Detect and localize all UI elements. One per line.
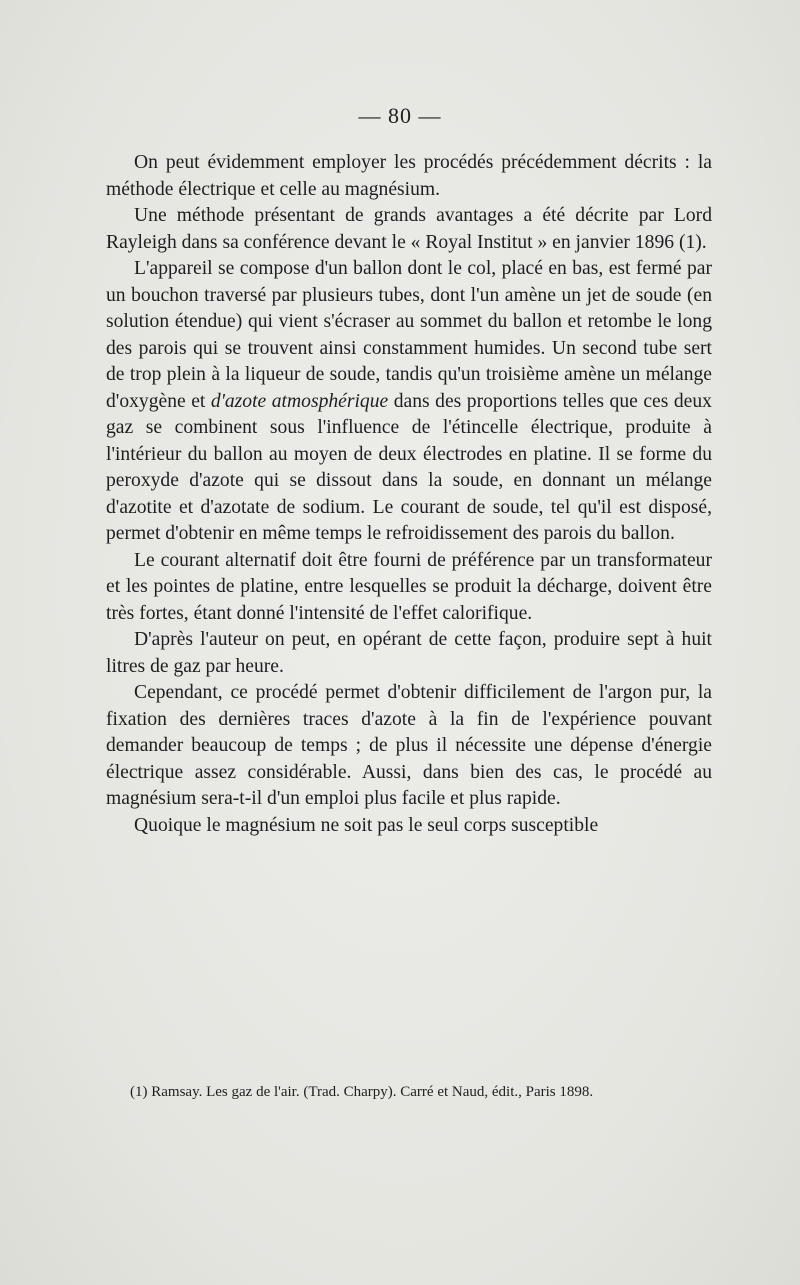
footnote: (1) Ramsay. Les gaz de l'air. (Trad. Charpy). Carré et Naud, édit., Paris 1898. <box>130 1084 594 1100</box>
italic-term: d'azote atmosphérique <box>210 390 389 412</box>
paragraph <box>106 256 712 548</box>
paragraph-text: dans des proportions telles que ces deux gaz se combinent sous l'influence de l'étincelle électrique, produite à l'intérieur du ballon au moyen de deux électrodes en platine. Il se forme du peroxyde d'azote qui se dissout dans la soude, en donnant un mélange d'azotite et d'azotate de sodium. Le courant de soude, tel qu'il est disposé, permet d'obtenir en même temps le refroidissement des parois du ballon. <box>106 390 712 544</box>
body-text <box>106 150 712 839</box>
paragraph-text: L'appareil se compose d'un ballon dont le col, placé en bas, est fermé par un bouchon traversé par plusieurs tubes, dont l'un amène un jet de soude (en solution étendue) qui vient s'écraser au sommet du ballon et retombe le long des parois qui se trouvent ainsi constamment humides. Un second tube sert de trop plein à la liqueur de soude, tandis qu'un troisième amène un mélange d'oxygène et <box>106 258 712 412</box>
paragraph: Une méthode présentant de grands avantages a été décrite par Lord Rayleigh dans sa conférence devant le « Royal Institut » en janvier 1896 (1). <box>106 205 712 253</box>
page-number: — 80 — <box>358 103 442 128</box>
paragraph: Le courant alternatif doit être fourni de préférence par un transformateur et les pointes de platine, entre lesquelles se produit la décharge, doivent être très fortes, étant donné l'intensité de l'effet calorifique. <box>106 549 712 624</box>
paragraph: Cependant, ce procédé permet d'obtenir difficilement de l'argon pur, la fixation des dernières traces d'azote à la fin de l'expérience pouvant demander beaucoup de temps ; de plus il nécessite une dépense d'énergie électrique assez considérable. Aussi, dans bien des cas, le procédé au magnésium sera-t-il d'un emploi plus facile et plus rapide. <box>106 682 712 809</box>
paragraph: D'après l'auteur on peut, en opérant de cette façon, produire sept à huit litres de gaz par heure. <box>106 629 712 677</box>
paragraph: On peut évidemment employer les procédés précédemment décrits : la méthode électrique et celle au magnésium. <box>106 152 712 200</box>
paragraph: Quoique le magnésium ne soit pas le seul corps susceptible <box>134 814 599 836</box>
